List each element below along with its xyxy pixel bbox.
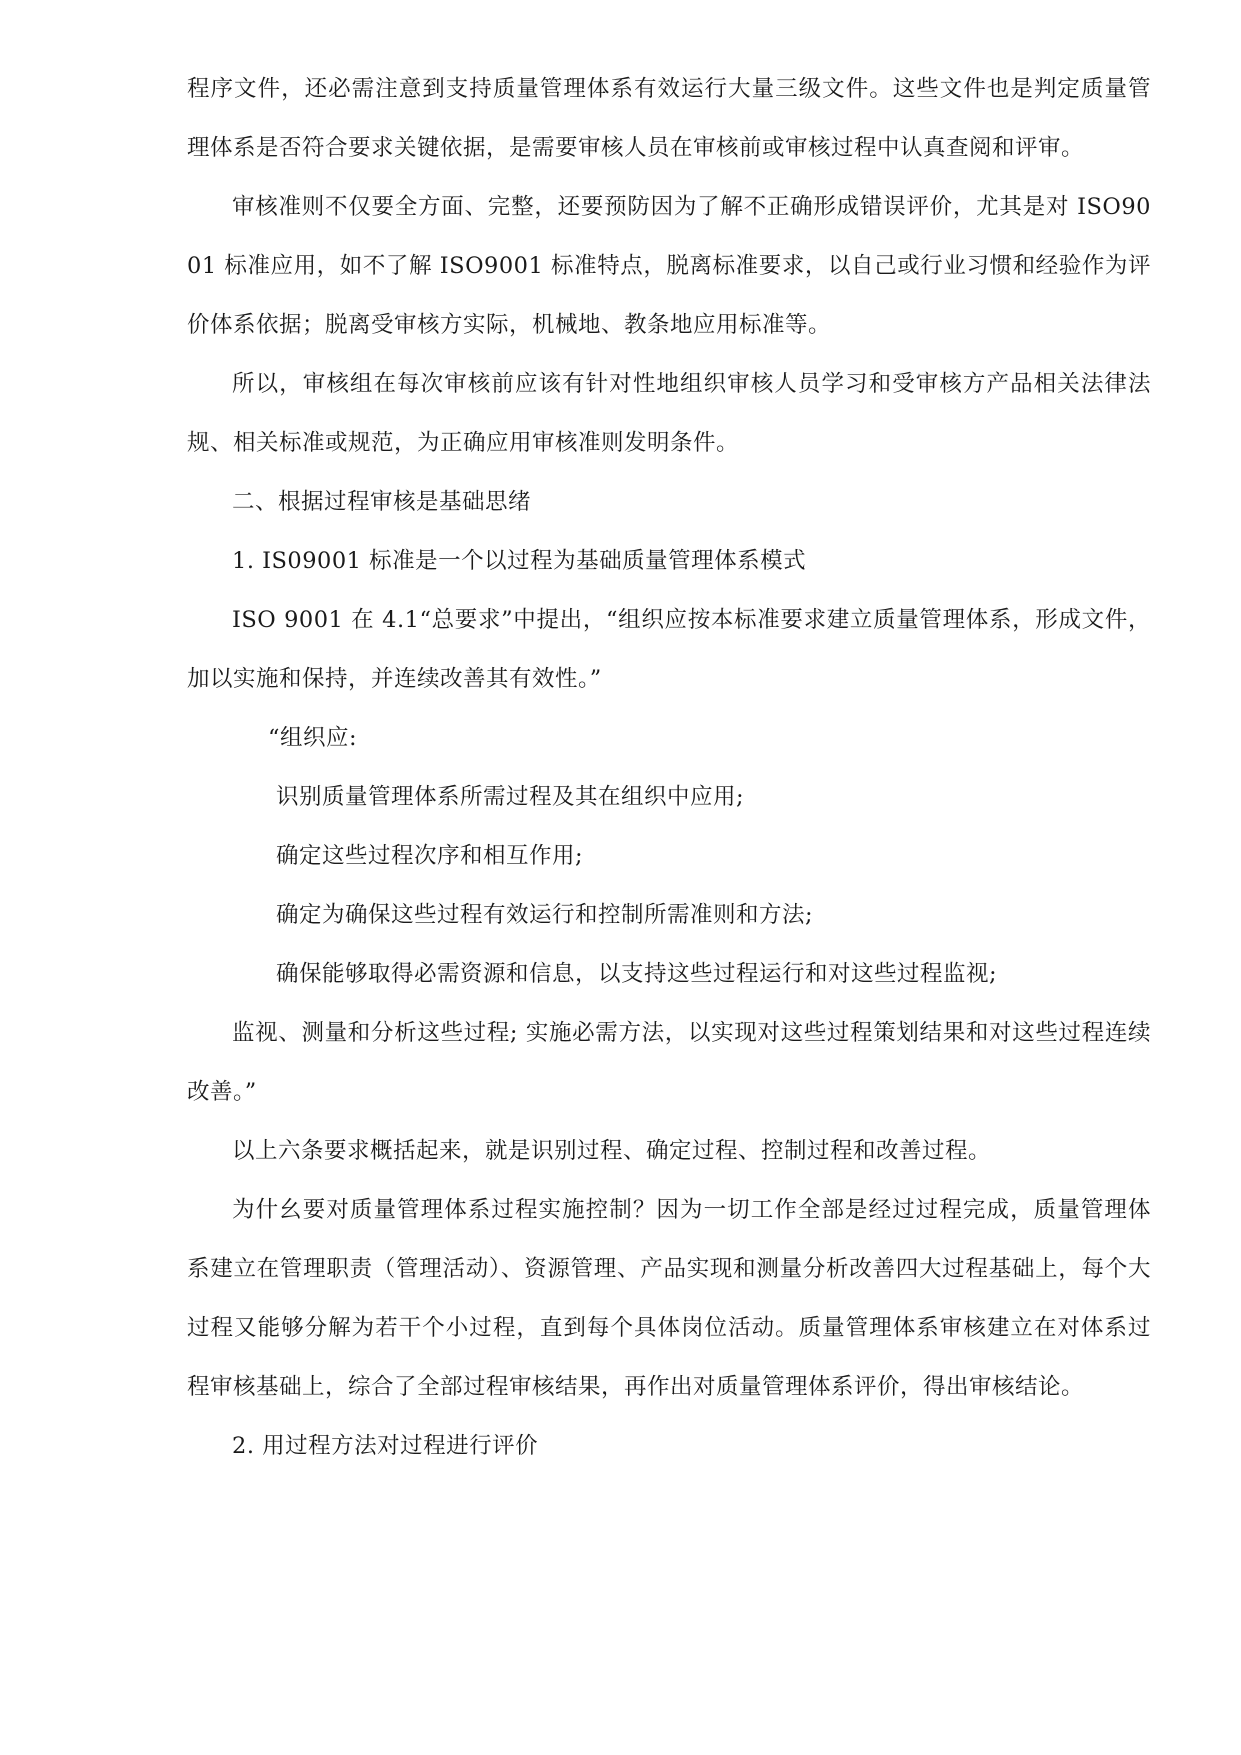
paragraph-3: 所以，审核组在每次审核前应该有针对性地组织审核人员学习和受审核方产品相关法律法规、相关标准或规范，为正确应用审核准则发明条件。 — [187, 371, 1151, 456]
paragraph-4: ISO 9001 在 4.1“总要求”中提出，“组织应按本标准要求建立质量管理体系，形成文件，加以实施和保持，并连续改善其有效性。” — [187, 607, 1151, 692]
document-body — [187, 60, 1151, 1476]
list-item-1: 识别质量管理体系所需过程及其在组织中应用; — [276, 784, 745, 810]
paragraph-2: 审核准则不仅要全方面、完整，还要预防因为了解不正确形成错误评价，尤其是对 ISO9001 标准应用，如不了解 ISO9001 标准特点，脱离标准要求，以自己或行业习惯和经验作为评价体系依据；脱离受审核方实际，机械地、教条地应用标准等。 — [187, 194, 1151, 338]
subheading-1: 1. IS09001 标准是一个以过程为基础质量管理体系模式 — [232, 548, 807, 574]
paragraph-5: 以上六条要求概括起来，就是识别过程、确定过程、控制过程和改善过程。 — [232, 1138, 992, 1164]
list-item-2: 确定这些过程次序和相互作用; — [276, 843, 584, 869]
list-item-4: 确保能够取得必需资源和信息，以支持这些过程运行和对这些过程监视; — [276, 961, 998, 987]
list-item-3: 确定为确保这些过程有效运行和控制所需准则和方法; — [276, 902, 814, 928]
subheading-2: 2. 用过程方法对过程进行评价 — [232, 1433, 539, 1459]
quote-intro: “组织应: — [268, 725, 358, 751]
paragraph-6: 为什幺要对质量管理体系过程实施控制？因为一切工作全部是经过过程完成，质量管理体系建立在管理职责（管理活动）、资源管理、产品实现和测量分析改善四大过程基础上，每个大过程又能够分解为若干个小过程，直到每个具体岗位活动。质量管理体系审核建立在对体系过程审核基础上，综合了全部过程审核结果，再作出对质量管理体系评价，得出审核结论。 — [187, 1197, 1151, 1400]
paragraph-1: 程序文件，还必需注意到支持质量管理体系有效运行大量三级文件。这些文件也是判定质量管理体系是否符合要求关键依据，是需要审核人员在审核前或审核过程中认真查阅和评审。 — [187, 76, 1151, 161]
section-heading-2: 二、根据过程审核是基础思绪 — [232, 489, 532, 515]
list-item-5: 监视、测量和分析这些过程; 实施必需方法，以实现对这些过程策划结果和对这些过程连续改善。” — [187, 1020, 1151, 1105]
